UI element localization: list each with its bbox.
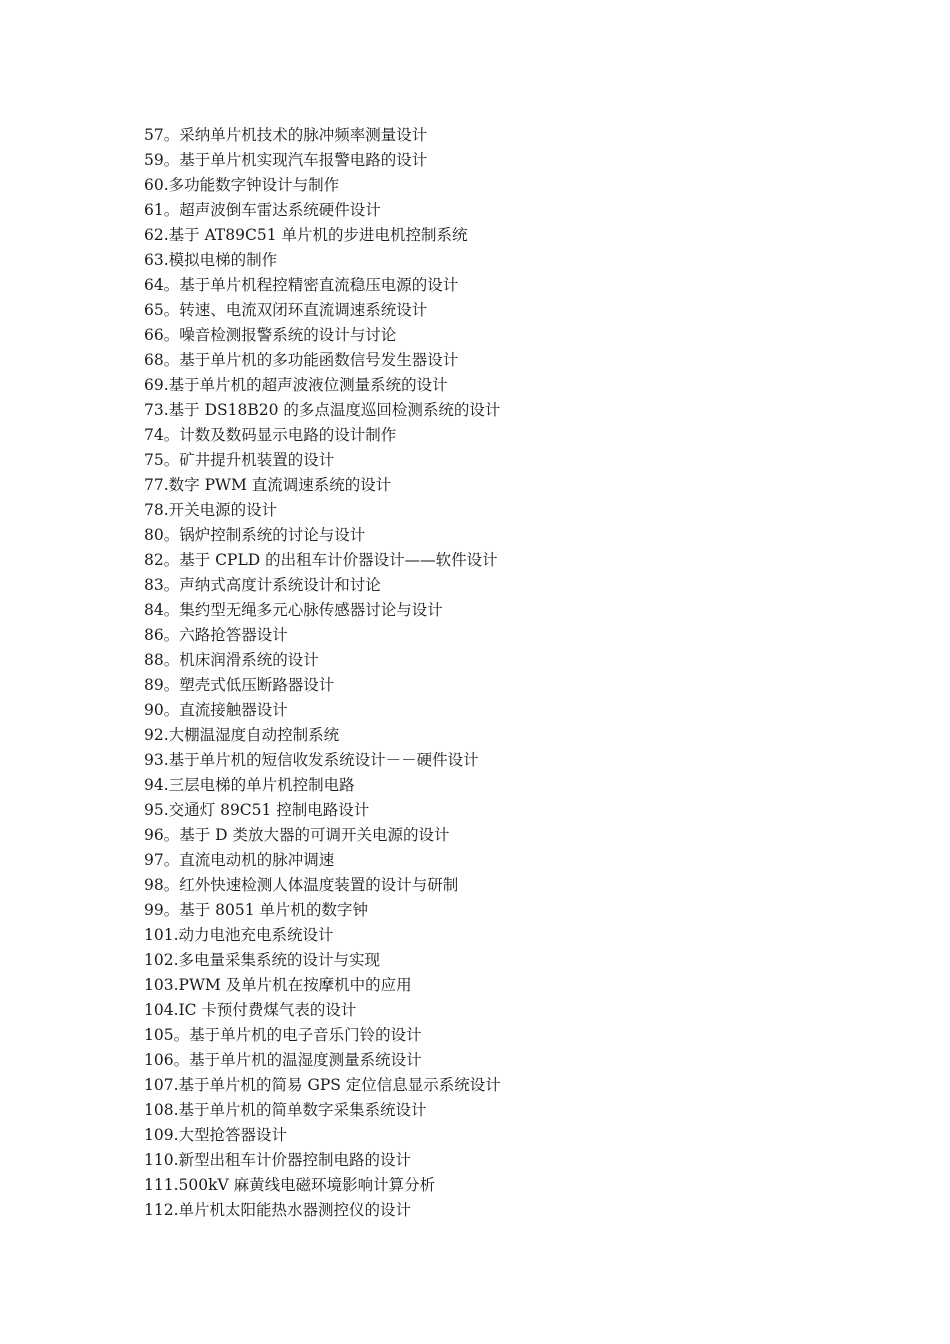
- list-item: 59。基于单片机实现汽车报警电路的设计: [144, 151, 428, 169]
- list-item: 62.基于 AT89C51 单片机的步进电机控制系统: [144, 226, 468, 244]
- list-item: 84。集约型无绳多元心脉传感器讨论与设计: [144, 601, 443, 619]
- list-item: 99。基于 8051 单片机的数字钟: [144, 901, 369, 919]
- list-item: 93.基于单片机的短信收发系统设计－－硬件设计: [144, 751, 479, 769]
- list-item: 90。直流接触器设计: [144, 701, 288, 719]
- list-item: 80。锅炉控制系统的讨论与设计: [144, 526, 366, 544]
- list-item: 107.基于单片机的简易 GPS 定位信息显示系统设计: [144, 1076, 501, 1094]
- list-item: 112.单片机太阳能热水器测控仪的设计: [144, 1201, 412, 1219]
- list-item: 110.新型出租车计价器控制电路的设计: [144, 1151, 412, 1169]
- list-item: 63.模拟电梯的制作: [144, 251, 278, 269]
- list-item: 60.多功能数字钟设计与制作: [144, 176, 340, 194]
- list-item: 65。转速、电流双闭环直流调速系统设计: [144, 301, 428, 319]
- list-item: 66。噪音检测报警系统的设计与讨论: [144, 326, 397, 344]
- list-item: 89。塑壳式低压断路器设计: [144, 676, 335, 694]
- list-item: 105。基于单片机的电子音乐门铃的设计: [144, 1026, 422, 1044]
- list-item: 73.基于 DS18B20 的多点温度巡回检测系统的设计: [144, 401, 501, 419]
- list-item: 106。基于单片机的温湿度测量系统设计: [144, 1051, 422, 1069]
- list-item: 68。基于单片机的多功能函数信号发生器设计: [144, 351, 459, 369]
- list-item: 77.数字 PWM 直流调速系统的设计: [144, 476, 392, 494]
- list-item: 92.大棚温湿度自动控制系统: [144, 726, 340, 744]
- list-item: 88。机床润滑系统的设计: [144, 651, 319, 669]
- list-item: 57。采纳单片机技术的脉冲频率测量设计: [144, 126, 428, 144]
- list-item: 98。红外快速检测人体温度装置的设计与研制: [144, 876, 459, 894]
- list-item: 69.基于单片机的超声波液位测量系统的设计: [144, 376, 448, 394]
- list-item: 96。基于 D 类放大器的可调开关电源的设计: [144, 826, 450, 844]
- list-item: 108.基于单片机的简单数字采集系统设计: [144, 1101, 427, 1119]
- list-item: 83。声纳式高度计系统设计和讨论: [144, 576, 381, 594]
- topic-list: [144, 123, 501, 1223]
- list-item: 97。直流电动机的脉冲调速: [144, 851, 335, 869]
- list-item: 94.三层电梯的单片机控制电路: [144, 776, 355, 794]
- list-item: 86。六路抢答器设计: [144, 626, 288, 644]
- list-item: 61。超声波倒车雷达系统硬件设计: [144, 201, 381, 219]
- list-item: 74。计数及数码显示电路的设计制作: [144, 426, 397, 444]
- list-item: 103.PWM 及单片机在按摩机中的应用: [144, 976, 412, 994]
- list-item: 64。基于单片机程控精密直流稳压电源的设计: [144, 276, 459, 294]
- list-item: 109.大型抢答器设计: [144, 1126, 288, 1144]
- list-item: 95.交通灯 89C51 控制电路设计: [144, 801, 370, 819]
- list-item: 75。矿井提升机装置的设计: [144, 451, 335, 469]
- list-item: 102.多电量采集系统的设计与实现: [144, 951, 381, 969]
- list-item: 111.500kV 麻黄线电磁环境影响计算分析: [144, 1176, 436, 1194]
- list-item: 101.动力电池充电系统设计: [144, 926, 334, 944]
- list-item: 104.IC 卡预付费煤气表的设计: [144, 1001, 357, 1019]
- list-item: 82。基于 CPLD 的出租车计价器设计——软件设计: [144, 551, 498, 569]
- list-item: 78.开关电源的设计: [144, 501, 278, 519]
